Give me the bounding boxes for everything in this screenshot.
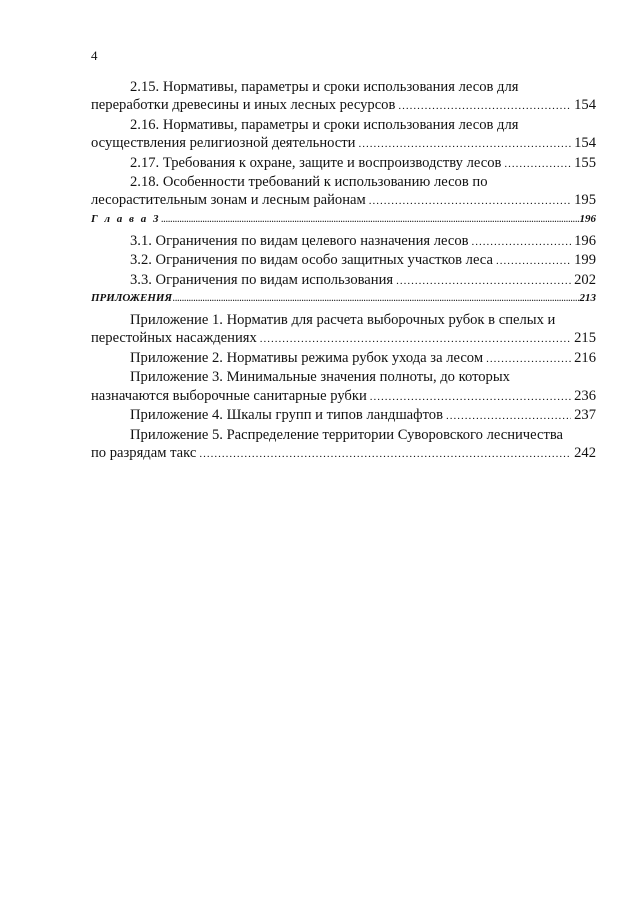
toc-entry-text-cont: по разрядам такс bbox=[91, 444, 197, 461]
toc-entry-3-2[interactable] bbox=[91, 251, 596, 270]
chapter-title: Г л а в а 3 bbox=[91, 212, 161, 225]
toc-entry-text: 2.15. Нормативы, параметры и сроки использования лесов для bbox=[130, 79, 519, 95]
toc-page-number: 196 bbox=[574, 232, 596, 249]
toc-entry-text: 3.1. Ограничения по видам целевого назначения лесов bbox=[130, 232, 469, 249]
toc-page-number: 213 bbox=[579, 292, 596, 305]
toc-entry-text-cont: лесорастительным зонам и лесным районам bbox=[91, 192, 366, 209]
toc-page-number: 199 bbox=[574, 252, 596, 269]
toc-entry-text-cont: назначаются выборочные санитарные рубки bbox=[91, 387, 367, 404]
dot-leader bbox=[260, 330, 571, 348]
toc-entry-text: 2.17. Требования к охране, защите и воспроизводству лесов bbox=[130, 154, 502, 171]
toc-entry-2-18[interactable] bbox=[91, 173, 596, 211]
dot-leader bbox=[199, 445, 571, 463]
toc-page-number: 236 bbox=[574, 387, 596, 404]
toc-entry-text: Приложение 3. Минимальные значения полноты, до которых bbox=[130, 369, 510, 386]
dot-leader bbox=[161, 212, 578, 228]
toc-page-number: 155 bbox=[574, 154, 596, 171]
page-number: 4 bbox=[91, 48, 98, 63]
toc-entry-text: Приложение 4. Шкалы групп и типов ландшафтов bbox=[130, 407, 443, 424]
toc-entry-text: 2.16. Нормативы, параметры и сроки использования лесов для bbox=[130, 116, 519, 133]
toc-page-number: 237 bbox=[574, 407, 596, 424]
toc-page-number: 216 bbox=[574, 349, 596, 366]
dot-leader bbox=[358, 135, 571, 153]
toc-appendix-1[interactable] bbox=[91, 311, 596, 349]
dot-leader bbox=[173, 291, 578, 307]
toc-page-number: 215 bbox=[574, 330, 596, 347]
toc-entry-text-cont: осуществления религиозной деятельности bbox=[91, 135, 356, 152]
dot-leader bbox=[496, 252, 571, 270]
toc-entry-text-cont: переработки древесины и иных лесных ресурсов bbox=[91, 97, 396, 114]
toc-page-number: 202 bbox=[574, 271, 596, 288]
dot-leader bbox=[446, 407, 571, 425]
toc-entry-text: 3.3. Ограничения по видам использования bbox=[130, 271, 394, 288]
toc-page-number: 154 bbox=[574, 135, 596, 152]
toc-page-number: 242 bbox=[574, 444, 596, 461]
toc-entry-2-15[interactable] bbox=[91, 78, 596, 116]
toc-entry-text: 3.2. Ограничения по видам особо защитных участков леса bbox=[130, 252, 493, 269]
toc-entry-3-1[interactable] bbox=[91, 232, 596, 251]
dot-leader bbox=[396, 272, 571, 290]
toc-entry-3-3[interactable] bbox=[91, 271, 596, 290]
toc-entry-2-17[interactable] bbox=[91, 154, 596, 173]
toc-page-number: 196 bbox=[579, 212, 596, 225]
dot-leader bbox=[369, 192, 571, 210]
dot-leader bbox=[370, 388, 571, 406]
toc-entry-text: Приложение 1. Норматив для расчета выборочных рубок в спелых и bbox=[130, 312, 556, 329]
toc-entry-text: Приложение 5. Распределение территории Суворовского лесничества bbox=[130, 426, 564, 443]
toc-page-number: 154 bbox=[574, 97, 596, 114]
toc-chapter-3[interactable] bbox=[91, 211, 596, 228]
toc-entry-text: Приложение 2. Нормативы режима рубок ухода за лесом bbox=[130, 349, 484, 366]
appendices-title: ПРИЛОЖЕНИЯ bbox=[91, 292, 173, 305]
toc-appendix-2[interactable] bbox=[91, 349, 596, 368]
toc-appendix-3[interactable] bbox=[91, 368, 596, 406]
toc-entry-text-cont: перестойных насаждениях bbox=[91, 330, 257, 347]
toc-entry-2-16[interactable] bbox=[91, 116, 596, 154]
toc-appendices[interactable] bbox=[91, 290, 596, 307]
table-of-contents bbox=[91, 78, 596, 463]
dot-leader bbox=[472, 233, 572, 251]
toc-page-number: 195 bbox=[574, 192, 596, 209]
toc-appendix-5[interactable] bbox=[91, 426, 596, 464]
dot-leader bbox=[504, 155, 571, 173]
dot-leader bbox=[486, 350, 571, 368]
toc-appendix-4[interactable] bbox=[91, 406, 596, 425]
dot-leader bbox=[398, 97, 571, 115]
toc-entry-text: 2.18. Особенности требований к использованию лесов по bbox=[130, 174, 488, 191]
